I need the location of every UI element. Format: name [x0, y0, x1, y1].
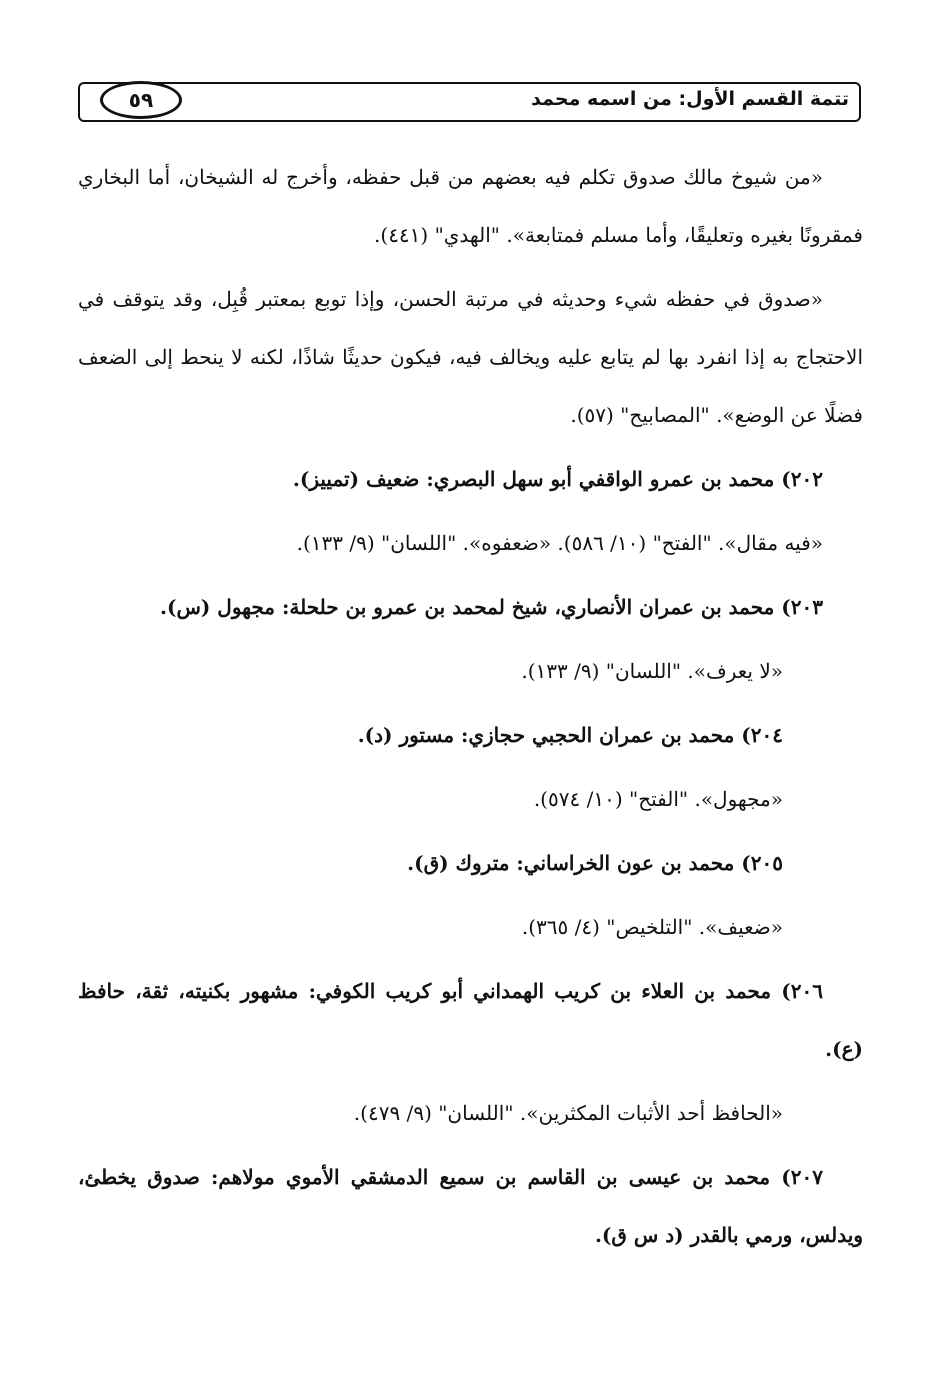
entry-202: ٢٠٢) محمد بن عمرو الواقفي أبو سهل البصري: ضعيف (تمييز).	[292, 467, 823, 491]
note-202: «فيه مقال». "الفتح" (١٠/ ٥٨٦). «ضعفوه». "اللسان" (٩/ ١٣٣).	[296, 531, 823, 555]
note-204: «مجهول». "الفتح" (١٠/ ٥٧٤).	[533, 787, 783, 811]
page-header	[78, 82, 861, 122]
entry-206: ٢٠٦) محمد بن العلاء بن كريب الهمداني أبو كريب الكوفي: مشهور بكنيته، ثقة، حافظ (ع).	[78, 979, 863, 1061]
entry-205: ٢٠٥) محمد بن عون الخراساني: متروك (ق).	[407, 851, 783, 875]
note-203: «لا يعرف». "اللسان" (٩/ ١٣٣).	[521, 659, 783, 683]
note-206: «الحافظ أحد الأثبات المكثرين». "اللسان" (٩/ ٤٧٩).	[353, 1101, 783, 1125]
running-title: تتمة القسم الأول: من اسمه محمد	[531, 88, 849, 110]
entry-207: ٢٠٧) محمد بن عيسى بن القاسم بن سميع الدمشقي الأموي مولاهم: صدوق يخطئ، ويدلس، ورمي بالقدر (د س ق).	[78, 1165, 863, 1247]
page-number: ٥٩	[100, 81, 182, 119]
quote-paragraph: «صدوق في حفظه شيء وحديثه في مرتبة الحسن، وإذا توبع بمعتبر قُبِل، وقد يتوقف في الاحتجاج به إذا انفرد بها لم يتابع عليه ويخالف فيه، فيكون حديثًا شاذًا، لكنه لا ينحط إلى الضعف فضلًا عن الوضع». "المصابيح" (٥٧).	[78, 287, 864, 427]
entry-203: ٢٠٣) محمد بن عمران الأنصاري، شيخ لمحمد بن عمرو بن حلحلة: مجهول (س).	[160, 595, 823, 619]
note-205: «ضعيف». "التلخيص" (٤/ ٣٦٥).	[521, 915, 783, 939]
page-body	[78, 148, 863, 1270]
quote-paragraph: «من شيوخ مالك صدوق تكلم فيه بعضهم من قبل حفظه، وأخرج له الشيخان، أما البخاري فمقرونًا بغيره وتعليقًا، وأما مسلم فمتابعة». "الهدي" (٤٤١).	[78, 165, 863, 247]
entry-204: ٢٠٤) محمد بن عمران الحجبي حجازي: مستور (د).	[357, 723, 783, 747]
